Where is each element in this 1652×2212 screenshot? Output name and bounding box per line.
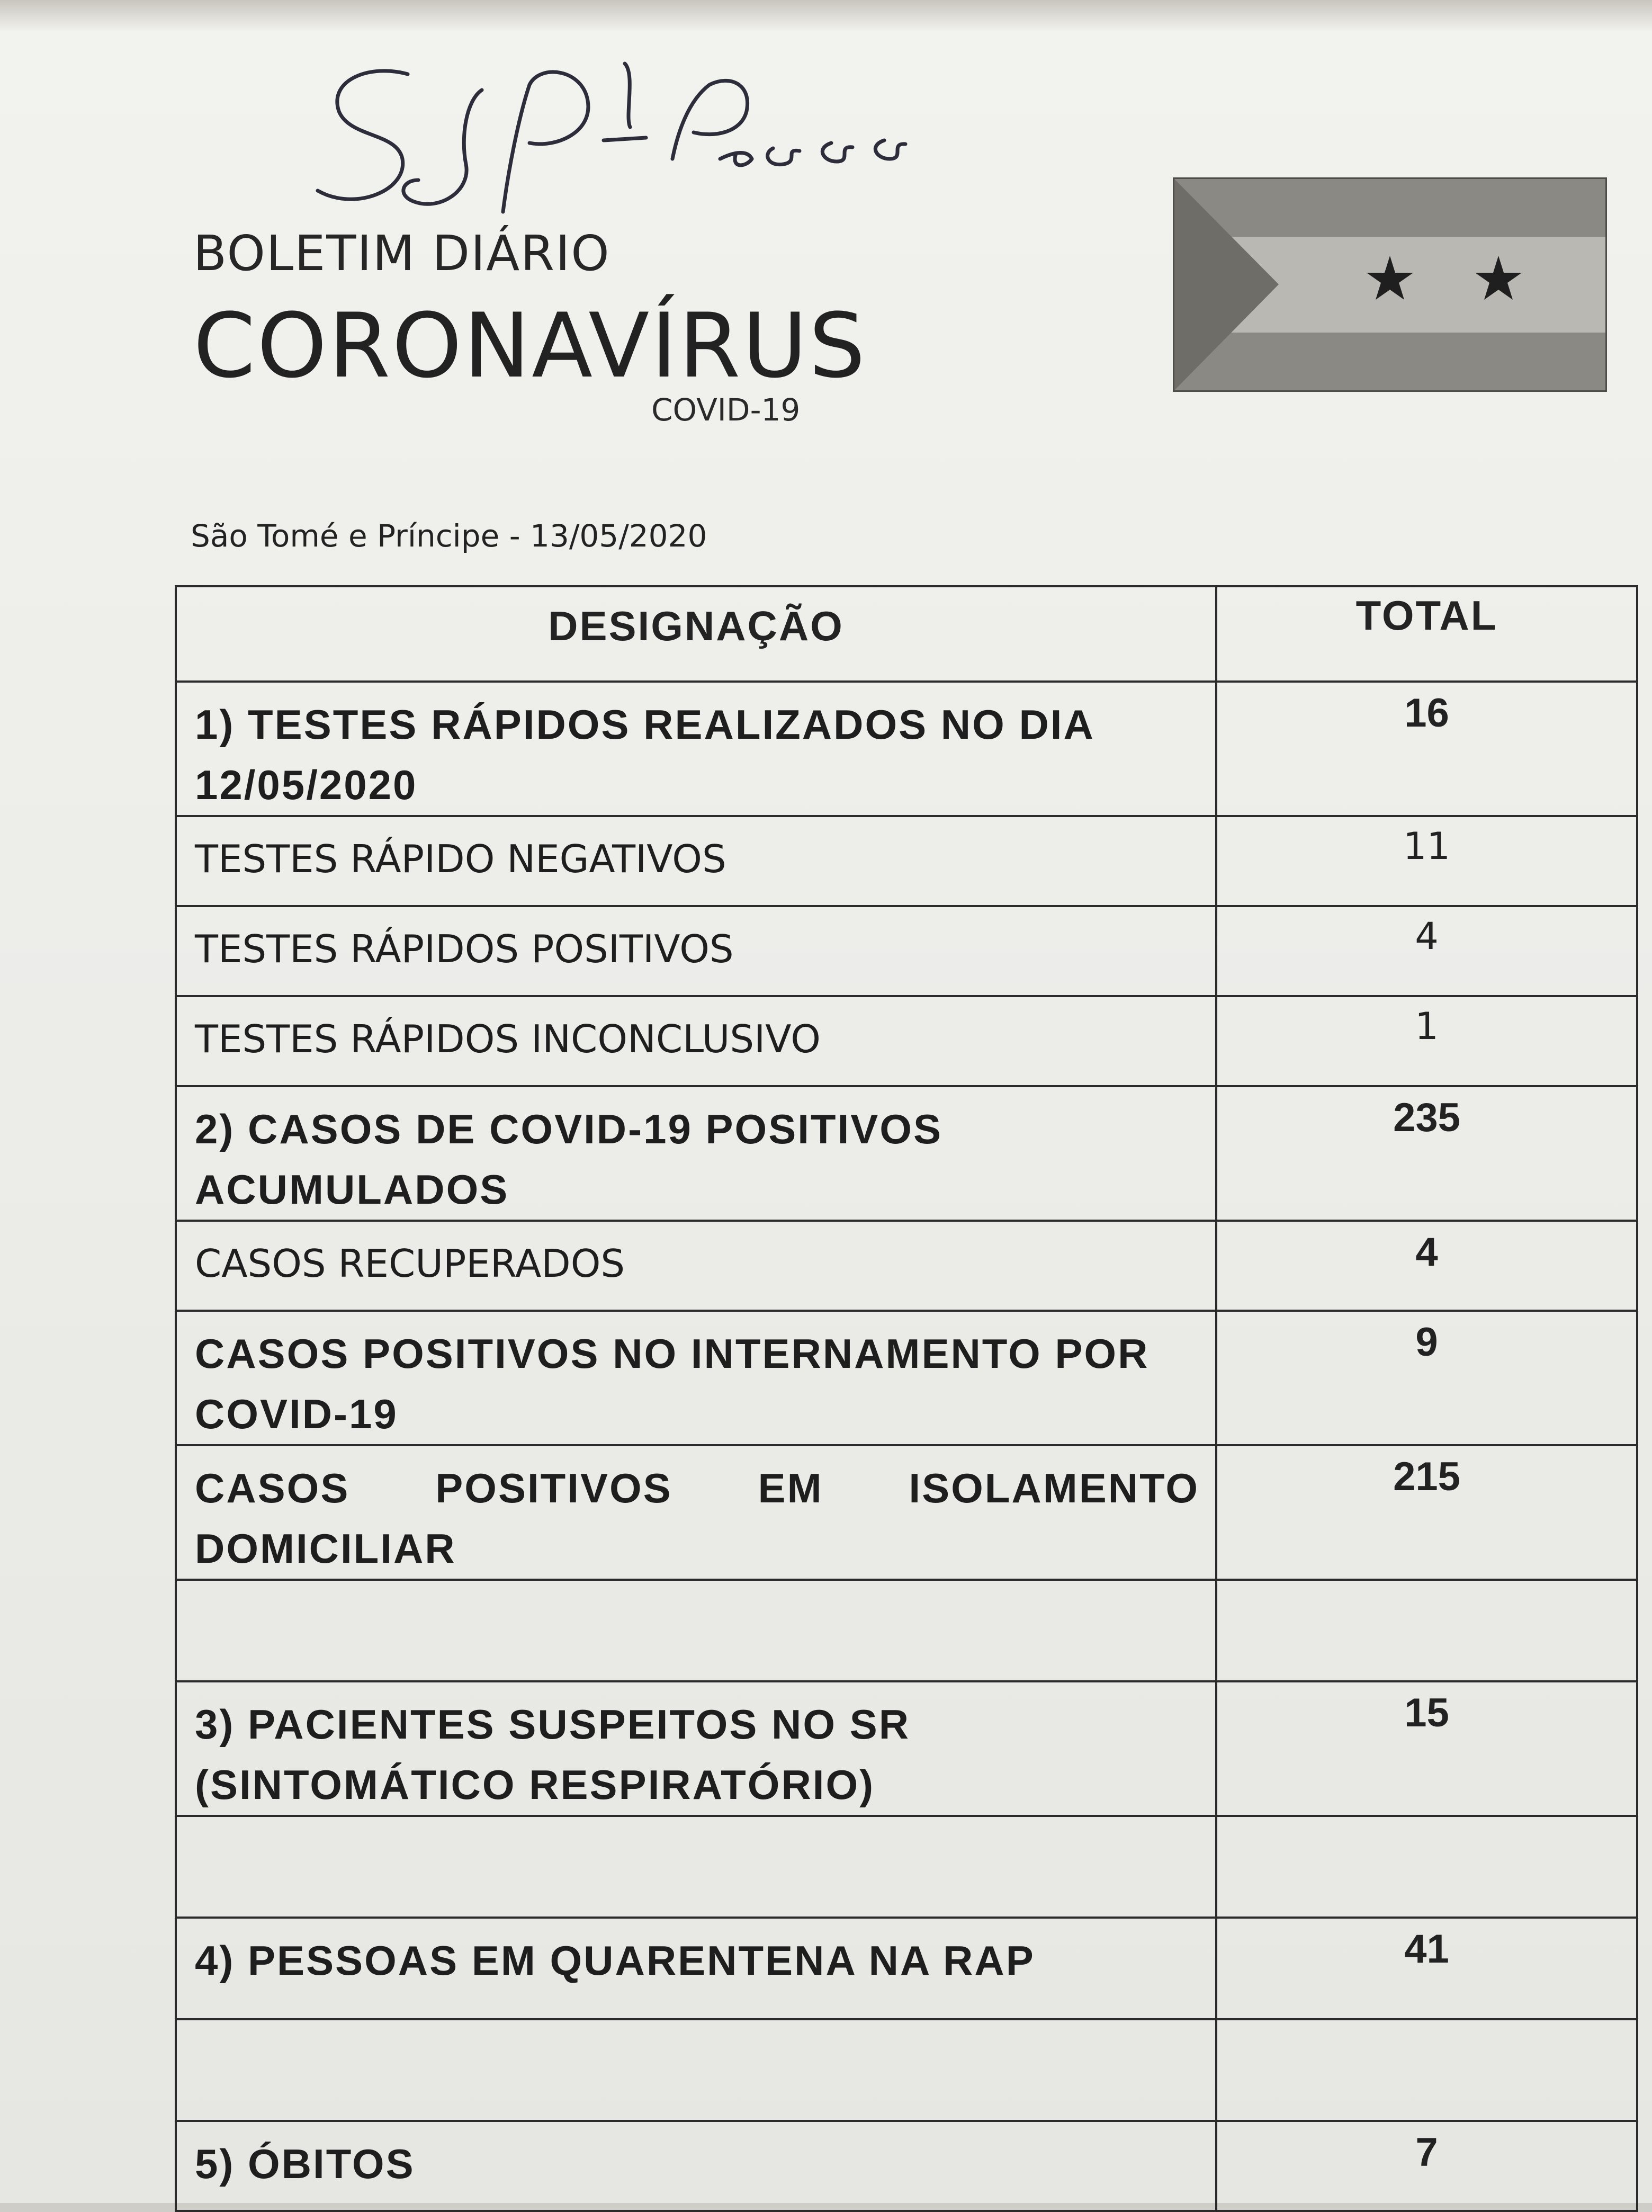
bulletin-label: BOLETIM DIÁRIO xyxy=(193,225,610,282)
row-value: 4 xyxy=(1216,1221,1637,1311)
table-row xyxy=(176,1311,1637,1445)
page-top-shadow xyxy=(0,0,1652,32)
row-label: CASOS POSITIVOS NO INTERNAMENTO POR COVID-19 xyxy=(176,1311,1216,1445)
row-label: 1) TESTES RÁPIDOS REALIZADOS NO DIA 12/05/2020 xyxy=(176,682,1216,816)
table-header-row xyxy=(176,586,1637,682)
row-label: TESTES RÁPIDOS INCONCLUSIVO xyxy=(176,996,1216,1086)
sao-tome-and-principe-flag xyxy=(1173,177,1607,392)
table-row xyxy=(176,1086,1637,1221)
row-value: 215 xyxy=(1216,1445,1637,1580)
table-row xyxy=(176,1221,1637,1311)
row-label: CASOS POSITIVOS EM ISOLAMENTO DOMICILIAR xyxy=(176,1445,1216,1580)
row-label: 4) PESSOAS EM QUARENTENA NA RAP xyxy=(176,1918,1216,2019)
table-row xyxy=(176,2121,1637,2211)
table-row-empty xyxy=(176,1580,1637,1681)
row-value: 7 xyxy=(1216,2121,1637,2211)
table-row xyxy=(176,906,1637,996)
row-label: 5) ÓBITOS xyxy=(176,2121,1216,2211)
row-label: 3) PACIENTES SUSPEITOS NO SR (SINTOMÁTICO RESPIRATÓRIO) xyxy=(176,1681,1216,1816)
row-value: 16 xyxy=(1216,682,1637,816)
place-and-date: São Tomé e Príncipe - 13/05/2020 xyxy=(191,518,707,554)
table-row xyxy=(176,816,1637,906)
row-label: 2) CASOS DE COVID-19 POSITIVOS ACUMULADOS xyxy=(176,1086,1216,1221)
row-value: 15 xyxy=(1216,1681,1637,1816)
table-row xyxy=(176,1445,1637,1580)
row-value: 1 xyxy=(1216,996,1637,1086)
header-designacao: DESIGNAÇÃO xyxy=(176,586,1216,682)
page-subtitle: COVID-19 xyxy=(651,392,801,428)
row-label: CASOS RECUPERADOS xyxy=(176,1221,1216,1311)
row-value: 9 xyxy=(1216,1311,1637,1445)
row-value: 4 xyxy=(1216,906,1637,996)
row-label: TESTES RÁPIDOS POSITIVOS xyxy=(176,906,1216,996)
table-row xyxy=(176,682,1637,816)
row-label: TESTES RÁPIDO NEGATIVOS xyxy=(176,816,1216,906)
bulletin-table xyxy=(175,585,1638,2212)
page-title: CORONAVÍRUS xyxy=(193,294,867,398)
table-row xyxy=(176,1681,1637,1816)
table-row xyxy=(176,996,1637,1086)
handwritten-signature xyxy=(307,53,942,228)
row-value: 41 xyxy=(1216,1918,1637,2019)
header-total: TOTAL xyxy=(1216,586,1637,682)
table-row-empty xyxy=(176,2019,1637,2121)
row-value: 11 xyxy=(1216,816,1637,906)
table-row xyxy=(176,1918,1637,2019)
row-value: 235 xyxy=(1216,1086,1637,1221)
table-row-empty xyxy=(176,1816,1637,1918)
